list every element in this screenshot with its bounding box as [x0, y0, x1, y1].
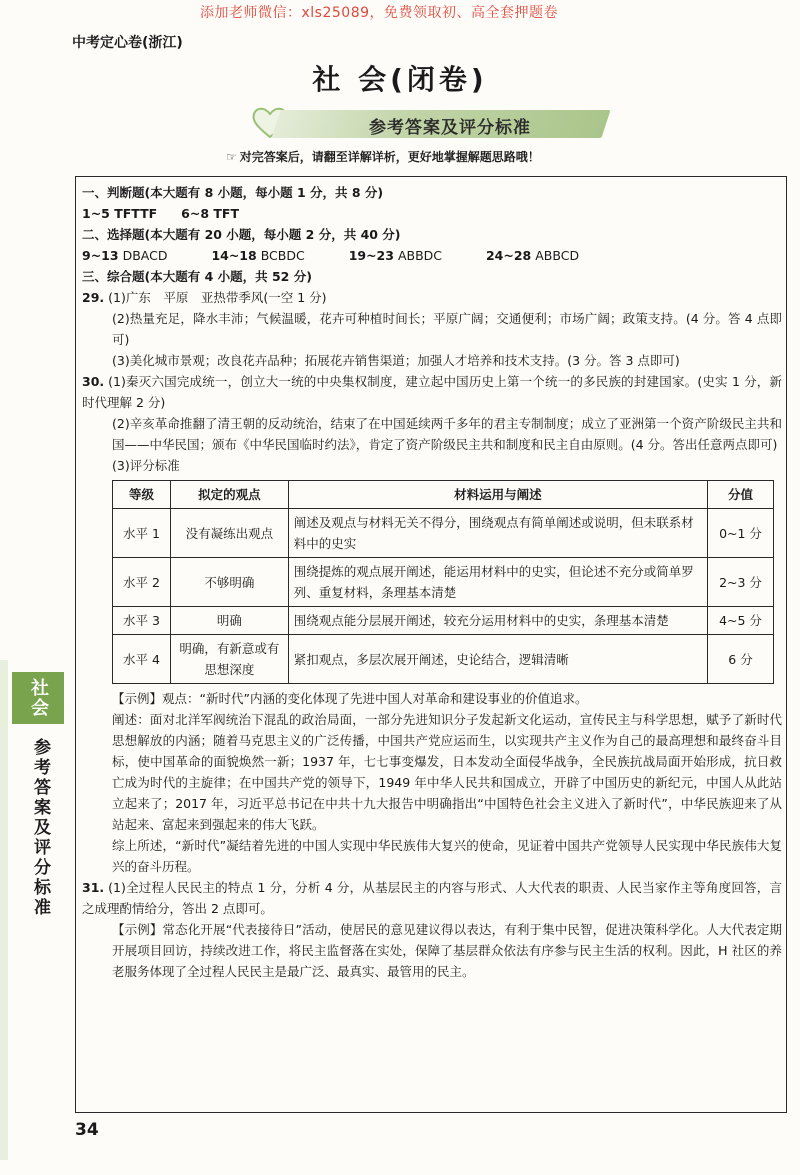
viewpoint-cell: 明确，有新意或有思想深度 — [170, 635, 288, 684]
q29-part3: (3)美化城市景观；改良花卉品种；拓展花卉销售渠道；加强人才培养和技术支持。(3 分。答 3 点即可) — [112, 353, 680, 368]
level-cell: 水平 4 — [113, 635, 171, 684]
series-label: 中考定心卷(浙江) — [72, 35, 183, 51]
criteria-cell: 围绕观点能分层展开阐述，较充分运用材料中的史实，条理基本清楚 — [288, 607, 707, 635]
score-cell: 0~1 分 — [708, 509, 774, 558]
answer-range: 14~18 — [211, 248, 257, 263]
q30-part2: (2)辛亥革命推翻了清王朝的反动统治，结束了在中国延续两千多年的君主专制制度；成立了亚洲第一个资产阶级民主共和国——中华民国；颁布《中华民国临时约法》，肯定了资产阶级民主共和制度和民主自由原则。(4 分。答出任意两点即可) — [112, 416, 782, 452]
q31-example: 【示例】常态化开展“代表接待日”活动，使居民的意见建议得以表达，有利于集中民智，促进决策科学化。人大代表定期开展项目回访，持续改进工作，将民主监督落在实处，保障了基层群众依法有序参与民主生活的权利。因此，H 社区的养老服务体现了全过程人民民主是最广泛、最真实、最管用的民主。 — [112, 922, 782, 979]
q30-example-summary: 综上所述，“新时代”凝结着先进的中国人实现中华民族伟大复兴的使命，见证着中国共产党领导人民实现中华民族伟大复兴的奋斗历程。 — [112, 838, 782, 874]
hint-line — [226, 148, 540, 165]
viewpoint-cell: 没有凝练出观点 — [170, 509, 288, 558]
table-row — [113, 558, 774, 607]
viewpoint-cell: 不够明确 — [170, 558, 288, 607]
level-cell: 水平 1 — [113, 509, 171, 558]
q31-part1: 31. (1)全过程人民民主的特点 1 分，分析 4 分，从基层民主的内容与形式、人大代表的职责、人民当家作主等角度回答，言之成理酌情给分，答出 2 点即可。 — [82, 880, 782, 916]
q30-part3: (3)评分标准 — [112, 458, 180, 473]
question-number: 31. — [82, 880, 105, 895]
table-header-row — [113, 481, 774, 509]
section1-heading: 一、判断题(本大题有 8 小题，每小题 1 分，共 8 分) — [82, 185, 384, 200]
answer-letters: BCBDC — [260, 248, 305, 263]
table-row — [113, 509, 774, 558]
table-header: 分值 — [708, 481, 774, 509]
table-row — [113, 607, 774, 635]
answer-banner — [250, 102, 610, 142]
score-cell: 4~5 分 — [708, 607, 774, 635]
hint-text: 对完答案后，请翻至详解详析，更好地掌握解题思路哦！ — [239, 150, 540, 164]
section3-heading: 三、综合题(本大题有 4 小题，共 52 分) — [82, 269, 312, 284]
criteria-cell: 阐述及观点与材料无关不得分，围绕观点有简单阐述或说明，但未联系材料中的史实 — [288, 509, 707, 558]
criteria-cell: 围绕提炼的观点展开阐述，能运用材料中的史实，但论述不充分或简单罗列、重复材料，条理基本清楚 — [288, 558, 707, 607]
answer-content — [82, 182, 782, 982]
page-title: 社 会(闭卷) — [312, 63, 488, 96]
answer-letters: ABBDC — [397, 248, 442, 263]
section-side-label: 参考答案及评分标准 — [30, 738, 50, 918]
score-cell: 2~3 分 — [708, 558, 774, 607]
answer-group: 1~5 TFTTF — [82, 206, 158, 221]
section2-heading: 二、选择题(本大题有 20 小题，每小题 2 分，共 40 分) — [82, 227, 401, 242]
answer-range: 24~28 — [485, 248, 532, 263]
table-header: 材料运用与阐述 — [288, 481, 707, 509]
viewpoint-cell: 明确 — [170, 607, 288, 635]
subject-tab: 社会 — [12, 672, 64, 724]
question-number: 29. — [82, 290, 105, 305]
q30-part1: 30. (1)秦灭六国完成统一，创立大一统的中央集权制度，建立起中国历史上第一个统一的多民族的封建国家。(史实 1 分，新时代理解 2 分) — [82, 374, 782, 410]
criteria-cell: 紧扣观点，多层次展开阐述，史论结合，逻辑清晰 — [288, 635, 707, 684]
q29-part1: 29. (1)广东 平原 亚热带季风(一空 1 分) — [82, 290, 327, 305]
answer-range: 9~13 — [82, 248, 119, 263]
section2-answers — [82, 245, 782, 266]
q30-example-viewpoint: 【示例】观点：“新时代”内涵的变化体现了先进中国人对革命和建设事业的价值追求。 — [112, 691, 588, 706]
watermark: 添加老师微信：xls25089，免费领取初、高全套押题卷 — [200, 5, 559, 21]
scoring-table — [112, 480, 774, 684]
question-number: 30. — [82, 374, 105, 389]
table-row — [113, 635, 774, 684]
pointing-hand-icon: ☞ — [226, 150, 237, 164]
section1-answers — [82, 203, 782, 224]
side-strip — [0, 660, 8, 1160]
score-cell: 6 分 — [708, 635, 774, 684]
page-number: 34 — [75, 1120, 99, 1140]
table-header: 拟定的观点 — [170, 481, 288, 509]
answer-letters: ABBCD — [535, 248, 580, 263]
level-cell: 水平 3 — [113, 607, 171, 635]
answer-letters: DBACD — [122, 248, 168, 263]
banner-title: 参考答案及评分标准 — [369, 118, 531, 138]
q30-example-argument: 阐述：面对北洋军阀统治下混乱的政治局面，一部分先进知识分子发起新文化运动，宣传民主与科学思想，赋予了新时代思想解放的内涵；随着马克思主义的广泛传播，中国共产党应运而生，以实现共产主义作为自己的最高理想和最终奋斗目标，使中国革命的面貌焕然一新；1937 年，七七事变爆发，日本发动全面侵华战争，全民族抗战局面开始形成，抗日救亡成为时代的主旋律；在中国共产党的领导下，1949 年中华人民共和国成立，开辟了中国历史的新纪元，中国人从此站立起来了；2017 年，习近平总书记在中共十九大报告中明确指出“中国特色社会主义进入了新时代”，中华民族迎来了从站起来、富起来到强起来的伟大飞跃。 — [112, 712, 782, 832]
answer-range: 19~23 — [348, 248, 394, 263]
answer-group: 6~8 TFT — [181, 206, 239, 221]
level-cell: 水平 2 — [113, 558, 171, 607]
table-header: 等级 — [113, 481, 171, 509]
q29-part2: (2)热量充足，降水丰沛；气候温暖，花卉可种植时间长；平原广阔；交通便利；市场广阔；政策支持。(4 分。答 4 点即可) — [112, 311, 782, 347]
